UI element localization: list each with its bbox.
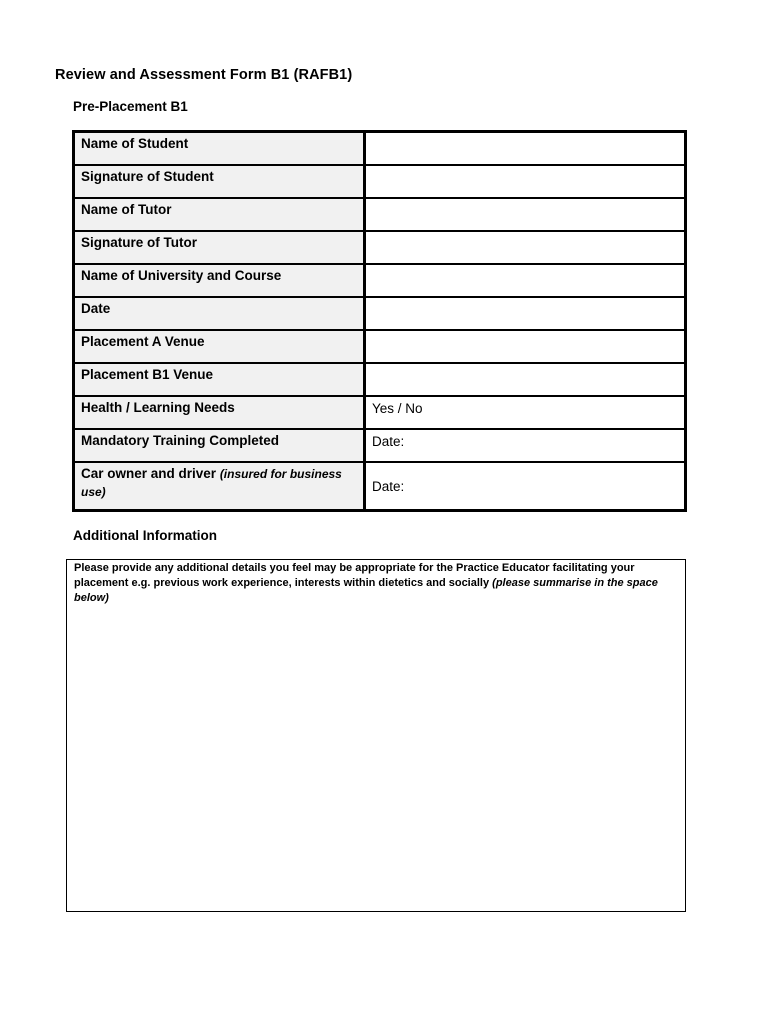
- form-title: Review and Assessment Form B1 (RAFB1): [55, 67, 353, 83]
- placement-a-venue-field[interactable]: [365, 330, 686, 363]
- signature-of-student-field[interactable]: [365, 165, 686, 198]
- table-row: [74, 198, 686, 231]
- date-field[interactable]: [365, 297, 686, 330]
- table-row: [74, 396, 686, 429]
- signature-of-tutor-field[interactable]: [365, 231, 686, 264]
- row-label-name-of-tutor: Name of Tutor: [74, 198, 365, 231]
- name-of-tutor-field[interactable]: [365, 198, 686, 231]
- mandatory-training-date-field[interactable]: Date:: [365, 429, 686, 462]
- row-label-name-of-student: Name of Student: [74, 132, 365, 166]
- additional-information-note: (please summarise in the space below): [74, 577, 658, 604]
- table-row: [74, 462, 686, 511]
- table-row: [74, 363, 686, 396]
- table-row: [74, 330, 686, 363]
- pre-placement-table: [72, 130, 687, 512]
- university-and-course-field[interactable]: [365, 264, 686, 297]
- row-label-signature-of-student: Signature of Student: [74, 165, 365, 198]
- car-owner-date-field[interactable]: Date:: [365, 462, 686, 511]
- row-label-car-owner-and-driver: Car owner and driver: [81, 466, 217, 481]
- table-row: [74, 165, 686, 198]
- car-owner-insurance-note: (insured for business use): [81, 467, 342, 499]
- table-row: [74, 429, 686, 462]
- table-row: [74, 132, 686, 166]
- row-label-placement-a-venue: Placement A Venue: [74, 330, 365, 363]
- table-row: [74, 264, 686, 297]
- row-label-placement-b1-venue: Placement B1 Venue: [74, 363, 365, 396]
- additional-information-instructions: [67, 560, 685, 606]
- additional-information-prompt: Please provide any additional details you feel may be appropriate for the Practice Educator facilitating your placement e.g. previous work experience, interests within dietetics and socially: [74, 562, 635, 589]
- row-label-date: Date: [74, 297, 365, 330]
- row-label-university-and-course: Name of University and Course: [74, 264, 365, 297]
- name-of-student-field[interactable]: [365, 132, 686, 166]
- pre-placement-heading: Pre-Placement B1: [73, 99, 188, 114]
- health-learning-needs-field[interactable]: Yes / No: [365, 396, 686, 429]
- table-row: [74, 297, 686, 330]
- additional-information-heading: Additional Information: [73, 528, 217, 543]
- row-label-health-learning-needs: Health / Learning Needs: [74, 396, 365, 429]
- table-row: [74, 231, 686, 264]
- row-label-signature-of-tutor: Signature of Tutor: [74, 231, 365, 264]
- additional-information-box[interactable]: [66, 559, 686, 912]
- placement-b1-venue-field[interactable]: [365, 363, 686, 396]
- row-label-mandatory-training: Mandatory Training Completed: [74, 429, 365, 462]
- row-label-car-owner-cell: [74, 462, 365, 511]
